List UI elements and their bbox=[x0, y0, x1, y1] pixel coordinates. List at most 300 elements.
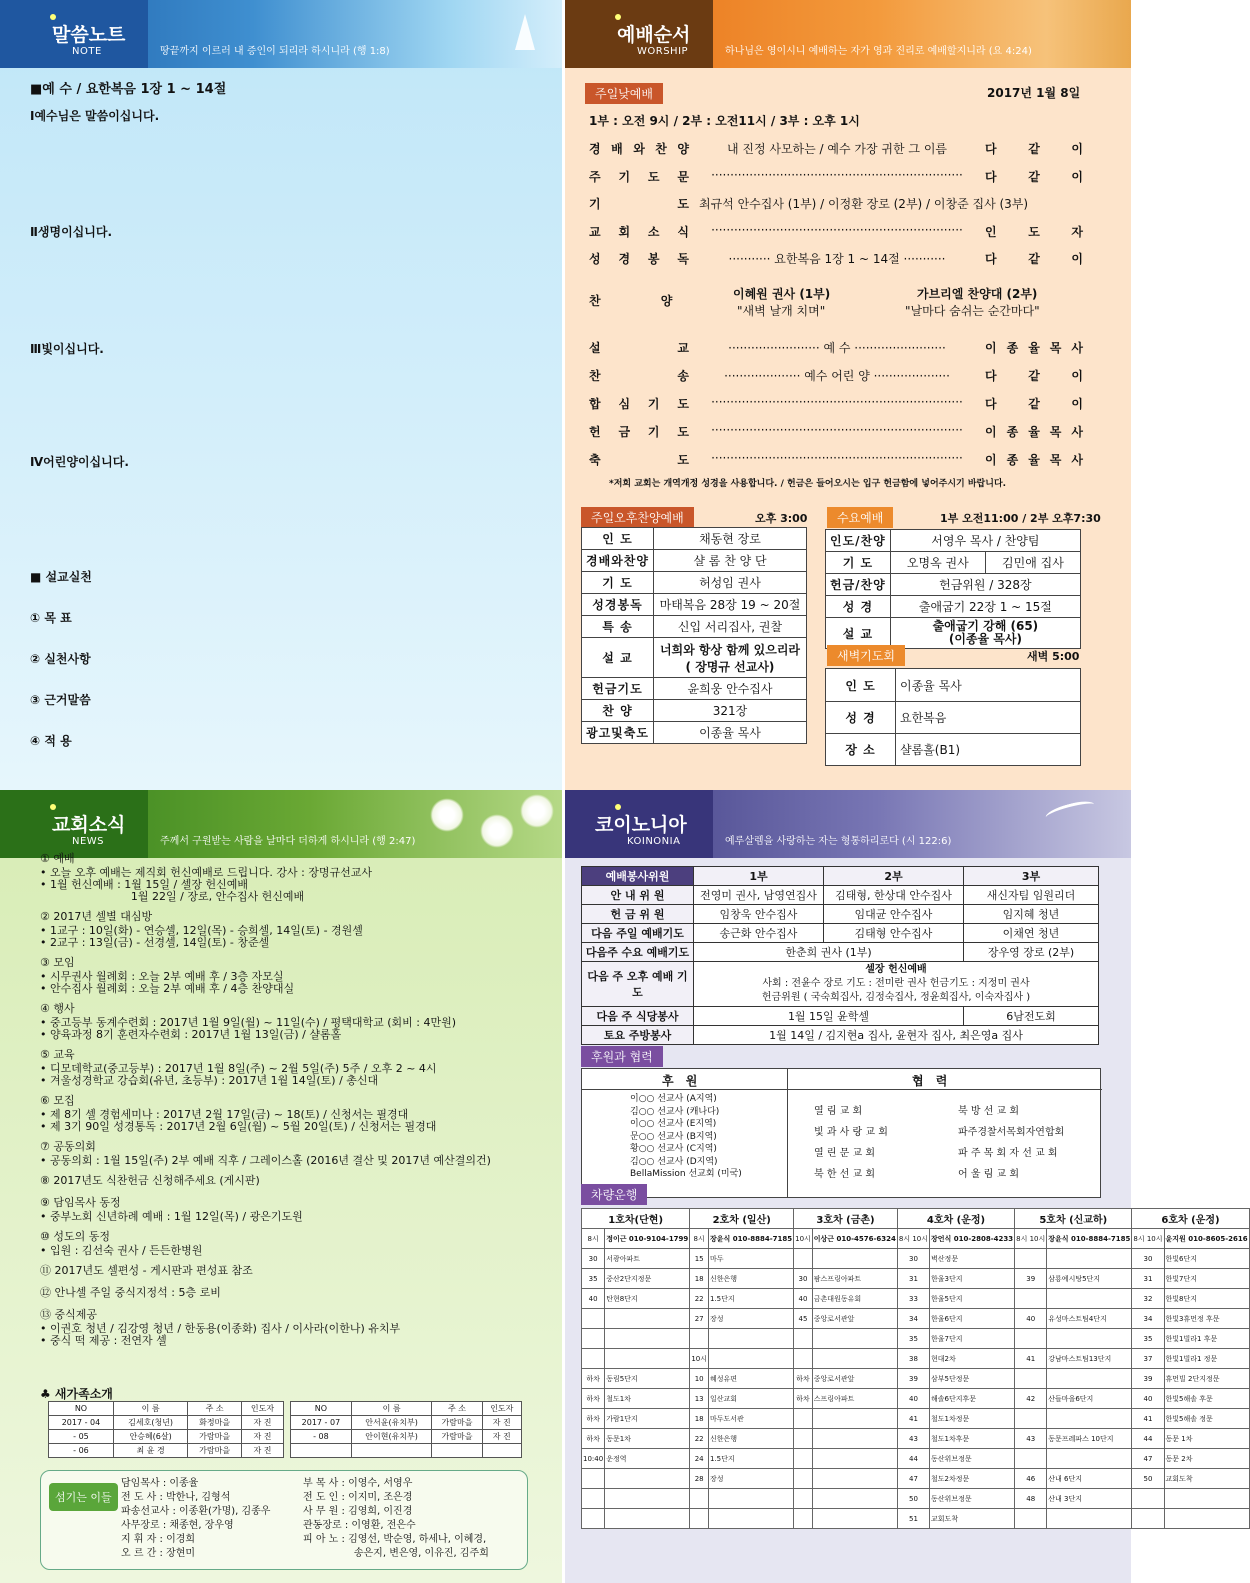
bus-route-header: 4호차 (운정) bbox=[897, 1209, 1014, 1229]
bus-stop-time bbox=[794, 1489, 813, 1509]
news-item-title: ⑪ 2017년도 셀편성 - 게시판과 편성표 참조 bbox=[40, 1264, 253, 1277]
cell: 성 경 bbox=[826, 596, 891, 618]
cell: 출애굽기 22장 1 ~ 15절 bbox=[890, 596, 1080, 618]
cell: 자 진 bbox=[241, 1430, 283, 1444]
cell: 채동현 장로 bbox=[653, 528, 806, 550]
missionary-list bbox=[630, 1093, 742, 1181]
bus-stop: 한울3단지 bbox=[930, 1269, 1015, 1289]
cell: 주 소 bbox=[432, 1402, 482, 1416]
cell: 광고및축도 bbox=[582, 722, 654, 744]
bus-stop: 동림5단지 bbox=[605, 1369, 690, 1389]
cell: 서영우 목사 / 찬양팀 bbox=[890, 530, 1080, 552]
afternoon-time: 오후 3:00 bbox=[755, 512, 808, 525]
sermon-heading: ■예 수 / 요한복음 1장 1 ~ 14절 bbox=[30, 82, 227, 97]
newfamily-table-right bbox=[290, 1401, 522, 1458]
staff-line: 사 무 원 : 김영희, 이진경 bbox=[303, 1506, 413, 1517]
practice-item: ② 실천사항 bbox=[30, 652, 91, 666]
bus-stop: 스프링아파트 bbox=[812, 1389, 897, 1409]
bus-stop: 동문프레파스 10단지 bbox=[1047, 1429, 1132, 1449]
news-item-title: ⑫ 안나셀 주일 중식지정석 : 5층 로비 bbox=[40, 1286, 221, 1299]
staff-line: 부 목 사 : 이영수, 서영우 bbox=[303, 1478, 413, 1489]
cell: 샬롬홀(B1) bbox=[896, 734, 1081, 766]
bus-stop-time: 27 bbox=[690, 1309, 709, 1329]
bus-stop: 산내 3단지 bbox=[1047, 1489, 1132, 1509]
order-leader: 다 같 이 bbox=[985, 369, 1083, 383]
church-list bbox=[958, 1101, 1064, 1185]
staff-right bbox=[303, 1477, 489, 1561]
bus-driver: 이상근 010-4576-6324 bbox=[812, 1229, 897, 1249]
cell: 2부 bbox=[824, 867, 964, 886]
cell: 1부 bbox=[694, 867, 824, 886]
order-name: 설 교 bbox=[589, 341, 689, 355]
bus-stop: 동산위브정문 bbox=[930, 1449, 1015, 1469]
bus-stop: 삼룡예시탕5단지 bbox=[1047, 1269, 1132, 1289]
news-item-line: • 중고등부 동계수련회 : 2017년 1월 9일(월) ~ 11일(수) / 평택대학교 (회비 : 4만원) bbox=[40, 1016, 457, 1029]
bus-stop-time: 41 bbox=[1132, 1409, 1164, 1429]
bus-stop-time: 하차 bbox=[794, 1369, 813, 1389]
cell: 가람마을 bbox=[188, 1430, 242, 1444]
bus-stop-time: 40 bbox=[897, 1389, 929, 1409]
practice-item: ④ 적 용 bbox=[30, 734, 72, 748]
bus-stop-time bbox=[690, 1509, 709, 1529]
order-name: 성 경 봉 독 bbox=[589, 252, 689, 266]
bus-stop-time: 47 bbox=[897, 1469, 929, 1489]
bus-route-header: 6호차 (운정) bbox=[1132, 1209, 1249, 1229]
bus-stop-time: 43 bbox=[897, 1429, 929, 1449]
cell bbox=[482, 1444, 521, 1458]
cell: 성 경 bbox=[826, 702, 896, 734]
praise1-who: 이혜원 권사 (1부) bbox=[733, 287, 831, 301]
sermon-title: 너희와 항상 함께 있으리라 bbox=[659, 642, 800, 657]
bus-driver: 윤지원 010-8605-2616 bbox=[1164, 1229, 1249, 1249]
bus-stop-time bbox=[794, 1409, 813, 1429]
bus-stop-time bbox=[690, 1329, 709, 1349]
cell: 헌금/찬양 bbox=[826, 574, 891, 596]
bus-stop bbox=[812, 1329, 897, 1349]
staff-line: 파주경찰서목회자연합회 bbox=[958, 1127, 1065, 1138]
note-header bbox=[0, 0, 562, 68]
order-leader: 다 같 이 bbox=[985, 142, 1083, 156]
bus-stop-time: 50 bbox=[897, 1489, 929, 1509]
news-item-line: • 제 8기 셀 경험세미나 : 2017년 2월 17일(금) ~ 18(토) / 신청서는 필경대 bbox=[40, 1108, 409, 1121]
bus-stop-time bbox=[794, 1509, 813, 1529]
dawn-time: 새벽 5:00 bbox=[1027, 650, 1080, 663]
order-content: ·································································· bbox=[711, 395, 963, 409]
bus-stop: 신한은행 bbox=[708, 1269, 793, 1289]
bus-stop-time: 35 bbox=[897, 1329, 929, 1349]
bus-stop: 마두도서관 bbox=[708, 1409, 793, 1429]
bus-stop bbox=[1047, 1369, 1132, 1389]
bus-stop: 철도1차정문 bbox=[930, 1409, 1015, 1429]
cell: 샬 롬 찬 양 단 bbox=[653, 550, 806, 572]
bus-stop-time: 45 bbox=[794, 1309, 813, 1329]
bus-stop-time bbox=[582, 1489, 605, 1509]
news-item-line: • 중식 떡 제공 : 전연자 셀 bbox=[40, 1334, 167, 1347]
bus-stop-time: 하차 bbox=[582, 1409, 605, 1429]
staff-line: 북 방 선 교 회 bbox=[958, 1106, 1020, 1117]
bus-stop bbox=[605, 1489, 690, 1509]
staff-line: 열 림 교 회 bbox=[814, 1106, 863, 1117]
order-leader: 이 종 율 목 사 bbox=[985, 341, 1083, 355]
bus-stop: 팜스프링아파트 bbox=[812, 1269, 897, 1289]
bus-stop-time bbox=[582, 1509, 605, 1529]
cell: 오명옥 권사 bbox=[890, 552, 985, 574]
bus-stop-time bbox=[1015, 1449, 1047, 1469]
news-item-line: • 1교구 : 10일(화) - 연승셀, 12일(목) - 승희셀, 14일(토) - 경원셀 bbox=[40, 924, 363, 937]
bus-stop: 금촌대원동유회 bbox=[812, 1289, 897, 1309]
order-name: 헌 금 기 도 bbox=[589, 425, 689, 439]
news-item-title: ④ 행사 bbox=[40, 1002, 75, 1015]
pm-next-roles: 사회 : 전윤수 장로 기도 : 전미란 권사 헌금기도 : 지정미 권사 bbox=[762, 978, 1030, 989]
bus-stop-time: 22 bbox=[690, 1429, 709, 1449]
order-content: ··········· 요한복음 1장 1 ~ 14절 ··········· bbox=[728, 252, 946, 266]
cell: NO bbox=[291, 1402, 352, 1416]
bus-stop: 한빛6단지 bbox=[1164, 1249, 1249, 1269]
bus-stop bbox=[1164, 1489, 1249, 1509]
bus-stop-time bbox=[1015, 1369, 1047, 1389]
cell: 요한복음 bbox=[896, 702, 1081, 734]
cell: 안이현(유치부) bbox=[351, 1430, 432, 1444]
cell: 성경봉독 bbox=[582, 594, 654, 616]
staff-line: 송은지, 변은영, 이유진, 김주희 bbox=[303, 1548, 489, 1559]
cell: 김태형, 한상대 안수집사 bbox=[824, 886, 964, 905]
cell: 윤희웅 안수집사 bbox=[653, 678, 806, 700]
cell: 인 도 bbox=[582, 528, 654, 550]
staff-line: 오 르 간 : 장현미 bbox=[121, 1548, 196, 1559]
bus-stop: 1.5단지 bbox=[708, 1289, 793, 1309]
cell: 토요 주방봉사 bbox=[582, 1026, 694, 1045]
bus-stop: 한빛3휴먼정 후문 bbox=[1164, 1309, 1249, 1329]
staff-line: 이○○ 선교사 (E지역) bbox=[630, 1119, 717, 1129]
bus-stop-time: 44 bbox=[1132, 1429, 1164, 1449]
bus-stop-time bbox=[1132, 1489, 1164, 1509]
bus-stop bbox=[812, 1449, 897, 1469]
bus-stop-time bbox=[1015, 1409, 1047, 1429]
bus-stop-time bbox=[794, 1349, 813, 1369]
cell: 자 진 bbox=[241, 1416, 283, 1430]
cell: 김세호(청년) bbox=[113, 1416, 187, 1430]
staff-line: BellaMission 선교회 (미국) bbox=[630, 1169, 742, 1179]
bus-stop-time: 22 bbox=[690, 1289, 709, 1309]
order-leader: 이 종 율 목 사 bbox=[985, 425, 1083, 439]
bus-stop bbox=[708, 1329, 793, 1349]
bus-stop-time: 하차 bbox=[582, 1389, 605, 1409]
staff-line: 파 주 목 회 자 선 교 회 bbox=[958, 1148, 1058, 1159]
order-content: 내 진정 사모하는 / 예수 가장 귀한 그 이름 bbox=[726, 142, 948, 156]
flower-icon bbox=[520, 794, 554, 828]
note-tag bbox=[0, 0, 148, 68]
cell: 1월 15일 윤학셀 bbox=[694, 1007, 964, 1026]
staff-line: 김○○ 선교사 (D지역) bbox=[630, 1156, 718, 1167]
bus-stop: 서광아파트 bbox=[605, 1249, 690, 1269]
bus-stop-time: 51 bbox=[897, 1509, 929, 1529]
order-name: 경 배 와 찬 양 bbox=[589, 142, 689, 156]
news-item-title: ⑦ 공동의회 bbox=[40, 1140, 96, 1153]
support-label: 후원과 협력 bbox=[581, 1046, 663, 1067]
cell: 임창욱 안수집사 bbox=[694, 905, 824, 924]
cell: 안서윤(유치부) bbox=[351, 1416, 432, 1430]
bus-stop-time: 35 bbox=[1132, 1329, 1164, 1349]
practice-item: ③ 근거말씀 bbox=[30, 693, 91, 707]
cell: 설 교 bbox=[582, 638, 654, 678]
news-item-title: ⑩ 성도의 동정 bbox=[40, 1230, 110, 1243]
cell: 이 름 bbox=[113, 1402, 187, 1416]
cell: 마태복음 28장 19 ~ 20절 bbox=[653, 594, 806, 616]
order-content: 최규석 안수집사 (1부) / 이정환 장로 (2부) / 이창준 집사 (3부) bbox=[699, 197, 1029, 211]
cell: 한춘희 권사 (1부) bbox=[694, 943, 964, 962]
bus-stop bbox=[605, 1309, 690, 1329]
bus-stop bbox=[605, 1349, 690, 1369]
cell: 인도자 bbox=[482, 1402, 521, 1416]
news-item-line: • 제 3기 90일 성경통독 : 2017년 2월 6일(월) ~ 5월 20일(토) / 신청서는 필경대 bbox=[40, 1120, 437, 1133]
bus-stop-time: 30 bbox=[582, 1249, 605, 1269]
news-panel bbox=[0, 790, 565, 1583]
sunday-label: 주일낮예배 bbox=[585, 83, 663, 104]
sermon-point: Ⅲ빛이십니다. bbox=[30, 342, 104, 356]
bus-stop: 중산2단지정문 bbox=[605, 1269, 690, 1289]
bus-stop-time: 30 bbox=[1132, 1249, 1164, 1269]
cell: 안승혜(6살) bbox=[113, 1430, 187, 1444]
bus-stop-time: 34 bbox=[1132, 1309, 1164, 1329]
bus-stop: 철도1차후문 bbox=[930, 1429, 1015, 1449]
bus-stop-time: 30 bbox=[897, 1249, 929, 1269]
bus-stop bbox=[1164, 1509, 1249, 1529]
bus-route-header: 1호차(단현) bbox=[582, 1209, 690, 1229]
wed-table bbox=[825, 529, 1081, 649]
cell: 헌 금 위 원 bbox=[582, 905, 694, 924]
practice-item: ① 목 표 bbox=[30, 611, 72, 625]
bus-stop-time: 31 bbox=[1132, 1269, 1164, 1289]
staff-line: 피 아 노 : 김영선, 박순영, 하세나, 이혜경, bbox=[303, 1534, 487, 1545]
praise2-song: "날마다 숨쉬는 순간마다" bbox=[905, 304, 1040, 318]
worship-verse: 하나님은 영이시니 예배하는 자가 영과 진리로 예배할지니라 (요 4:24) bbox=[725, 46, 1032, 57]
bus-stop: 동문1차 bbox=[605, 1429, 690, 1449]
cell: 예배봉사위원 bbox=[582, 867, 694, 886]
support-head: 협 력 bbox=[912, 1074, 952, 1088]
bus-time: 8시 10시 bbox=[897, 1229, 929, 1249]
afternoon-table bbox=[581, 527, 807, 744]
bus-time: 10시 bbox=[794, 1229, 813, 1249]
bus-stop-time: 38 bbox=[897, 1349, 929, 1369]
worship-tag bbox=[565, 0, 713, 68]
order-content: ························ 예 수 ························ bbox=[728, 341, 946, 355]
bus-stop-time: 18 bbox=[690, 1409, 709, 1429]
news-item-line: • 디모데학교(중고등부) : 2017년 1월 8일(주) ~ 2월 5일(주) 5주 / 오후 2 ~ 4시 bbox=[40, 1062, 437, 1075]
cell: 장우영 장로 (2부) bbox=[964, 943, 1099, 962]
bus-label: 차량운행 bbox=[581, 1184, 647, 1205]
cell: 이 름 bbox=[351, 1402, 432, 1416]
dawn-label: 새벽기도회 bbox=[827, 645, 905, 666]
bus-time: 8시 bbox=[690, 1229, 709, 1249]
staff-line: 빛 과 사 랑 교 회 bbox=[814, 1127, 888, 1138]
bus-stop-time bbox=[1015, 1509, 1047, 1529]
staff-line: 문○○ 선교사 (B지역) bbox=[630, 1131, 717, 1142]
staff-line: 열 린 문 교 회 bbox=[814, 1148, 876, 1159]
staff-line: 이○○ 선교사 (A지역) bbox=[630, 1094, 717, 1104]
worship-header bbox=[565, 0, 1131, 68]
bus-stop-time: 40 bbox=[794, 1289, 813, 1309]
bus-stop: 산내 6단지 bbox=[1047, 1469, 1132, 1489]
bus-stop-time bbox=[582, 1349, 605, 1369]
news-verse: 주께서 구원받는 사람을 날마다 더하게 하시니라 (행 2:47) bbox=[160, 836, 416, 847]
bus-stop-time bbox=[1015, 1289, 1047, 1309]
service-times: 1부 : 오전 9시 / 2부 : 오전11시 / 3부 : 오후 1시 bbox=[589, 114, 860, 128]
note-title: 말씀노트 bbox=[52, 24, 126, 46]
worship-title: 예배순서 bbox=[617, 24, 691, 46]
bird-icon bbox=[1044, 798, 1096, 824]
bus-stop-time: 33 bbox=[897, 1289, 929, 1309]
bus-time: 8시 bbox=[582, 1229, 605, 1249]
bus-stop-time: 50 bbox=[1132, 1469, 1164, 1489]
cell: 이채연 청년 bbox=[964, 924, 1099, 943]
bus-stop: 현대2차 bbox=[930, 1349, 1015, 1369]
bus-stop: 1.5단지 bbox=[708, 1449, 793, 1469]
newfamily-title: ♣ 새가족소개 bbox=[40, 1387, 113, 1401]
bus-stop-time: 13 bbox=[690, 1389, 709, 1409]
bus-stop: 교회도착 bbox=[930, 1509, 1015, 1529]
bus-stop-time bbox=[690, 1489, 709, 1509]
cell: 특 송 bbox=[582, 616, 654, 638]
staff-line: 사무장로 : 채종현, 장우영 bbox=[121, 1520, 234, 1531]
bus-stop: 철도1차 bbox=[605, 1389, 690, 1409]
bus-stop bbox=[708, 1349, 793, 1369]
bus-stop: 삼부5단정문 bbox=[930, 1369, 1015, 1389]
bus-stop: 한울6단지 bbox=[930, 1309, 1015, 1329]
bus-stop: 동문 1차 bbox=[1164, 1429, 1249, 1449]
order-content: ·································································· bbox=[711, 451, 963, 465]
order-name: 기 도 bbox=[589, 197, 689, 211]
bus-stop-time bbox=[582, 1469, 605, 1489]
bus-stop-time: 41 bbox=[897, 1409, 929, 1429]
news-sub: NEWS bbox=[72, 836, 105, 847]
bus-stop-time: 24 bbox=[690, 1449, 709, 1469]
bus-stop bbox=[812, 1349, 897, 1369]
support-head: 후 원 bbox=[662, 1074, 702, 1088]
wed-time: 1부 오전11:00 / 2부 오후7:30 bbox=[940, 512, 1101, 525]
newfamily-table-left bbox=[48, 1401, 284, 1458]
bus-stop-time bbox=[1132, 1509, 1164, 1529]
cell: 화정마을 bbox=[188, 1416, 242, 1430]
bus-time: 8시 10시 bbox=[1015, 1229, 1047, 1249]
bus-stop-time: 15 bbox=[690, 1249, 709, 1269]
bus-stop: 동문 2차 bbox=[1164, 1449, 1249, 1469]
cell bbox=[432, 1444, 482, 1458]
bus-stop-time: 48 bbox=[1015, 1489, 1047, 1509]
sermon-point: Ⅳ어린양이십니다. bbox=[30, 455, 129, 469]
cell: 설 교 bbox=[826, 618, 891, 649]
bus-stop-time: 10 bbox=[690, 1369, 709, 1389]
cell: 안 내 위 원 bbox=[582, 886, 694, 905]
news-item-title: ⑧ 2017년도 식찬헌금 신청해주세요 (게시판) bbox=[40, 1174, 260, 1187]
bus-stop-time: 35 bbox=[582, 1269, 605, 1289]
bus-stop bbox=[1047, 1289, 1132, 1309]
bus-stop: 일산교회 bbox=[708, 1389, 793, 1409]
staff-line: 담임목사 : 이종율 bbox=[121, 1478, 199, 1489]
bus-time: 8시 10시 bbox=[1132, 1229, 1164, 1249]
bus-stop: 해솔6단지후문 bbox=[930, 1389, 1015, 1409]
sermon-point: Ⅰ예수님은 말씀이십니다. bbox=[30, 109, 160, 123]
news-item-line: • 1월 헌신예배 : 1월 15일 / 셀장 헌신예배 bbox=[40, 878, 249, 891]
service-team-table bbox=[581, 866, 1099, 1045]
cell: - 08 bbox=[291, 1430, 352, 1444]
bus-driver: 장윤식 010-8884-7185 bbox=[1047, 1229, 1132, 1249]
bus-stop-time: 43 bbox=[1015, 1429, 1047, 1449]
cell: 자 진 bbox=[482, 1430, 521, 1444]
news-item-title: ⑨ 담임목사 동정 bbox=[40, 1196, 121, 1209]
bus-stop-time: 28 bbox=[690, 1469, 709, 1489]
cell bbox=[694, 962, 1099, 1007]
bus-stop bbox=[1047, 1329, 1132, 1349]
news-title: 교회소식 bbox=[52, 814, 126, 836]
bus-stop-time: 하차 bbox=[794, 1389, 813, 1409]
cell: 임대균 안수집사 bbox=[824, 905, 964, 924]
staff-line: 황○○ 선교사 (C지역) bbox=[630, 1144, 717, 1154]
bus-stop: 혜성유편 bbox=[708, 1369, 793, 1389]
cell: 찬 양 bbox=[582, 700, 654, 722]
cell: 최 윤 경 bbox=[113, 1444, 187, 1458]
cell bbox=[291, 1444, 352, 1458]
bus-stop bbox=[812, 1249, 897, 1269]
cell: 장 소 bbox=[826, 734, 896, 766]
bus-stop bbox=[1047, 1249, 1132, 1269]
news-item-line: • 겨울성경학교 강습회(유년, 초등부) : 2017년 1월 14일(토) / 총신대 bbox=[40, 1074, 379, 1087]
bus-stop-time: 40 bbox=[582, 1289, 605, 1309]
dawn-table bbox=[825, 668, 1081, 766]
bus-stop: 운정역 bbox=[605, 1449, 690, 1469]
cell: 인도자 bbox=[241, 1402, 283, 1416]
order-content: ·································································· bbox=[711, 167, 963, 182]
bus-stop: 탄현8단지 bbox=[605, 1289, 690, 1309]
pm-next-offering: 헌금위원 ( 국숙희집사, 김정숙집사, 정윤희집사, 이숙자집사 ) bbox=[761, 992, 1031, 1003]
staff-badge: 섬기는 이들 bbox=[49, 1483, 118, 1511]
order-leader: 다 같 이 bbox=[985, 397, 1083, 411]
bus-route-header: 2호차 (일산) bbox=[690, 1209, 794, 1229]
bus-stop-time: 10시 bbox=[690, 1349, 709, 1369]
cell: 헌금기도 bbox=[582, 678, 654, 700]
wed-sermon: 출애굽기 강해 (65) bbox=[932, 619, 1039, 633]
bus-stop bbox=[1047, 1409, 1132, 1429]
bus-stop: 휴먼빌 2단지정문 bbox=[1164, 1369, 1249, 1389]
flower-icon bbox=[430, 798, 464, 832]
cell: 송근화 안수집사 bbox=[694, 924, 824, 943]
bus-stop-time: 39 bbox=[897, 1369, 929, 1389]
bus-stop-time: 하차 bbox=[582, 1369, 605, 1389]
bus-stop bbox=[812, 1409, 897, 1429]
cell: 신입 서리집사, 권찰 bbox=[653, 616, 806, 638]
staff-line: 전 도 사 : 박한나, 김형석 bbox=[121, 1492, 231, 1503]
cell: 헌금위원 / 328장 bbox=[890, 574, 1080, 596]
cell: 김민애 집사 bbox=[985, 552, 1080, 574]
bus-stop: 마두 bbox=[708, 1249, 793, 1269]
cell: 자 진 bbox=[241, 1444, 283, 1458]
sermon-point: Ⅱ생명이십니다. bbox=[30, 225, 113, 239]
bus-stop: 한빛8단지 bbox=[1164, 1289, 1249, 1309]
bus-stop: 교회도착 bbox=[1164, 1469, 1249, 1489]
bus-stop-time: 하차 bbox=[582, 1429, 605, 1449]
worship-panel bbox=[565, 0, 1131, 790]
bus-stop bbox=[1047, 1449, 1132, 1469]
news-item-title: ⑥ 모집 bbox=[40, 1094, 75, 1107]
bus-stop: 가람1단지 bbox=[605, 1409, 690, 1429]
bus-stop: 유성마스트팀4단지 bbox=[1047, 1309, 1132, 1329]
cell: 인 도 bbox=[826, 669, 896, 702]
staff-line: 김○○ 선교사 (캐나다) bbox=[630, 1106, 720, 1117]
news-item-line: • 중부노회 신년하례 예배 : 1월 12일(목) / 광은기도원 bbox=[40, 1210, 303, 1223]
bus-stop-time: 39 bbox=[1132, 1369, 1164, 1389]
bus-stop bbox=[812, 1469, 897, 1489]
order-leader: 인 도 자 bbox=[985, 224, 1083, 239]
order-name: 합 심 기 도 bbox=[589, 397, 689, 411]
